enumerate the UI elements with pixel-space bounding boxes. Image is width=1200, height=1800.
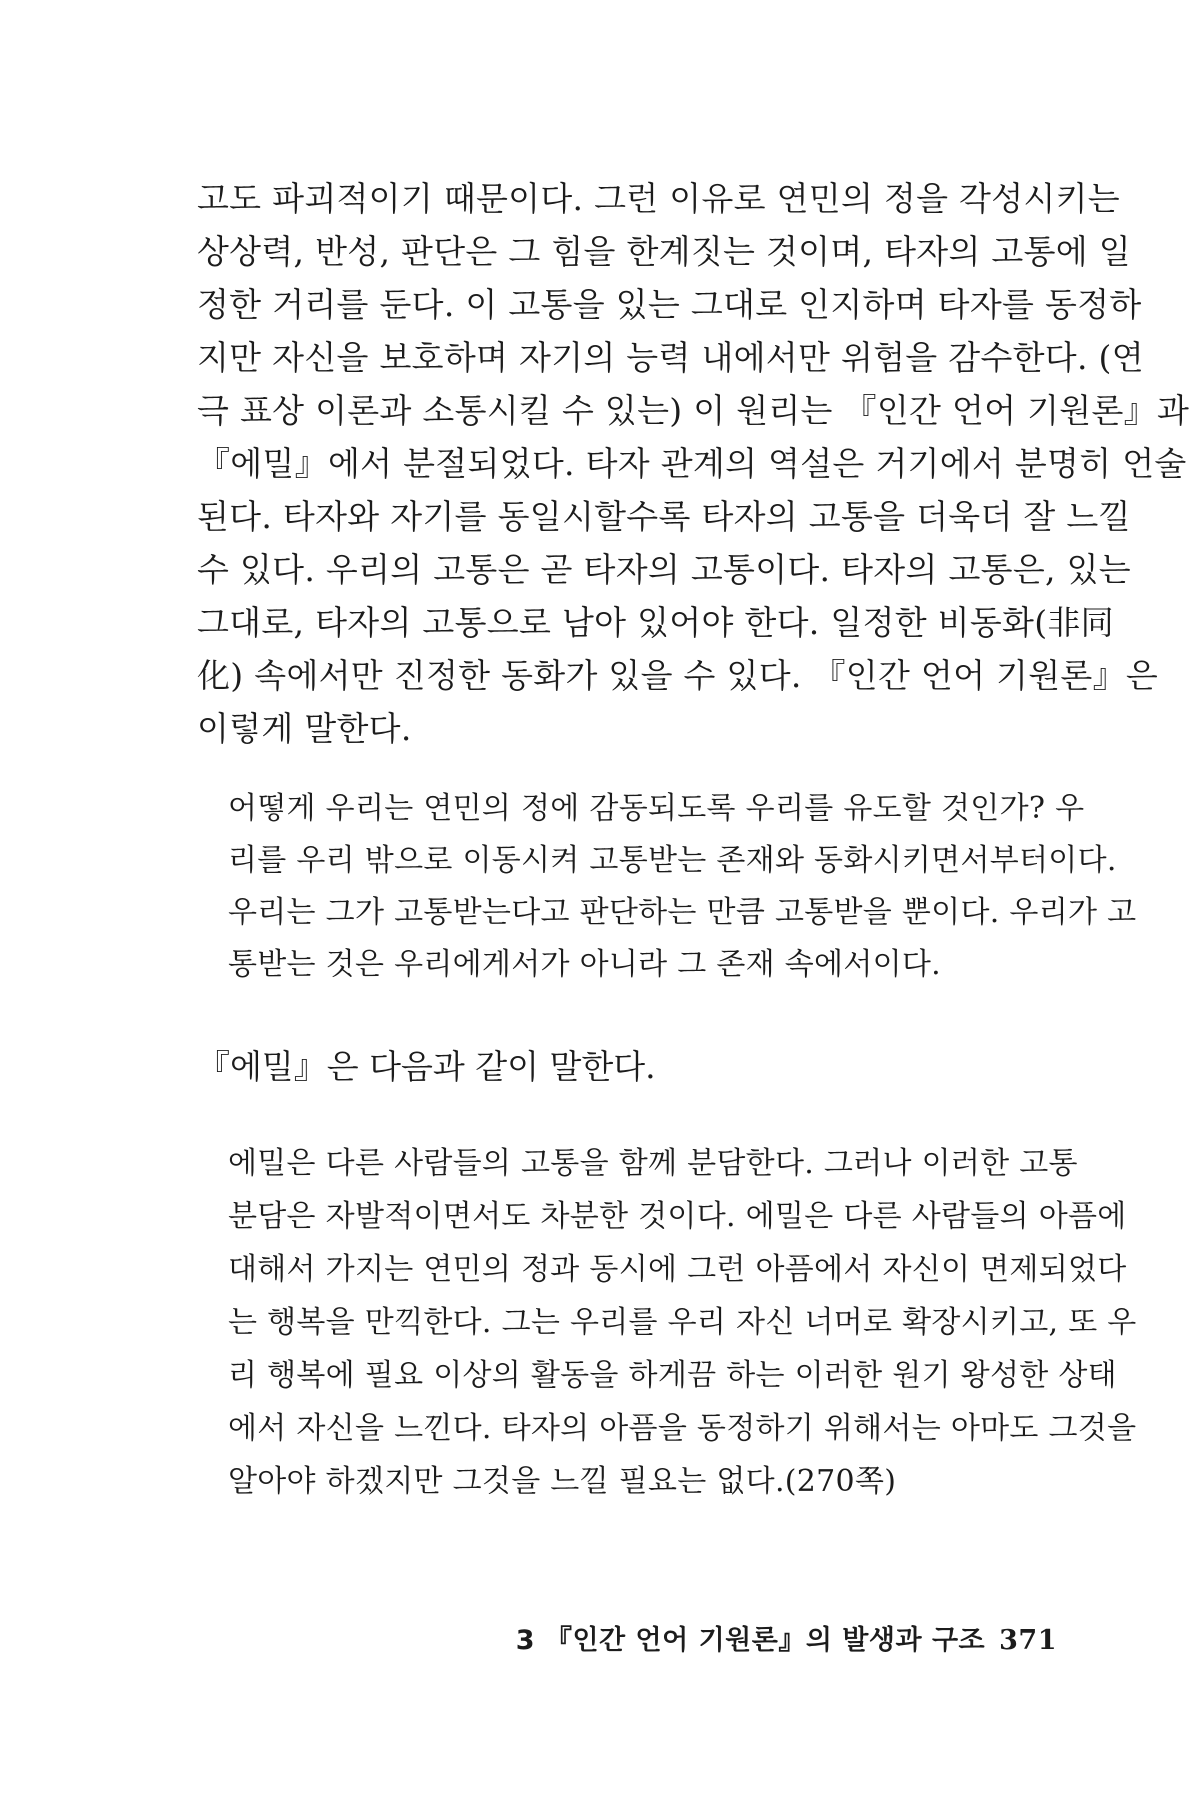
quote-line: 알아야 하겠지만 그것을 느낄 필요는 없다.(270쪽): [228, 1464, 897, 1499]
page-number: 371: [999, 1625, 1057, 1656]
quote-intro: 『에밀』은 다음과 같이 말한다.: [197, 1047, 656, 1086]
paragraph-line: 그대로, 타자의 고통으로 남아 있어야 한다. 일정한 비동화(非同: [197, 603, 1114, 642]
block-quote-2: [228, 1137, 1137, 1508]
paragraph-line: 상상력, 반성, 판단은 그 힘을 한계짓는 것이며, 타자의 고통에 일: [197, 232, 1131, 271]
main-paragraph: [197, 172, 1190, 755]
quote-line: 에서 자신을 느낀다. 타자의 아픔을 동정하기 위해서는 아마도 그것을: [228, 1411, 1137, 1446]
quote-line: 는 행복을 만끽한다. 그는 우리를 우리 자신 너머로 확장시키고, 또 우: [228, 1305, 1137, 1340]
quote-line: 에밀은 다른 사람들의 고통을 함께 분담한다. 그러나 이러한 고통: [228, 1146, 1078, 1181]
page-footer: [516, 1618, 1057, 1657]
paragraph-line: 지만 자신을 보호하며 자기의 능력 내에서만 위험을 감수한다. (연: [197, 338, 1144, 377]
paragraph-line: 정한 거리를 둔다. 이 고통을 있는 그대로 인지하며 타자를 동정하: [197, 285, 1142, 324]
paragraph-line: 극 표상 이론과 소통시킬 수 있는) 이 원리는 『인간 언어 기원론』과: [197, 391, 1190, 430]
paragraph-line: 된다. 타자와 자기를 동일시할수록 타자의 고통을 더욱더 잘 느낄: [197, 497, 1131, 536]
paragraph-line: 『에밀』에서 분절되었다. 타자 관계의 역설은 거기에서 분명히 언술: [197, 444, 1187, 483]
block-quote-1: [228, 783, 1137, 991]
running-head: 3 『인간 언어 기원론』의 발생과 구조: [515, 1625, 986, 1656]
quote-line: 리를 우리 밖으로 이동시켜 고통받는 존재와 동화시키면서부터이다.: [228, 843, 1117, 878]
quote-line: 통받는 것은 우리에게서가 아니라 그 존재 속에서이다.: [228, 947, 942, 982]
quote-line: 리 행복에 필요 이상의 활동을 하게끔 하는 이러한 원기 왕성한 상태: [228, 1358, 1117, 1393]
quote-line: 우리는 그가 고통받는다고 판단하는 만큼 고통받을 뿐이다. 우리가 고: [228, 895, 1137, 930]
paragraph-line: 化) 속에서만 진정한 동화가 있을 수 있다. 『인간 언어 기원론』은: [197, 656, 1159, 695]
quote-line: 어떻게 우리는 연민의 정에 감동되도록 우리를 유도할 것인가? 우: [228, 791, 1085, 826]
paragraph-line: 이렇게 말한다.: [197, 709, 412, 748]
paragraph-line: 고도 파괴적이기 때문이다. 그런 이유로 연민의 정을 각성시키는: [197, 179, 1120, 218]
paragraph-line: 수 있다. 우리의 고통은 곧 타자의 고통이다. 타자의 고통은, 있는: [197, 550, 1131, 589]
quote-line: 분담은 자발적이면서도 차분한 것이다. 에밀은 다른 사람들의 아픔에: [228, 1199, 1127, 1234]
quote-line: 대해서 가지는 연민의 정과 동시에 그런 아픔에서 자신이 면제되었다: [228, 1252, 1127, 1287]
